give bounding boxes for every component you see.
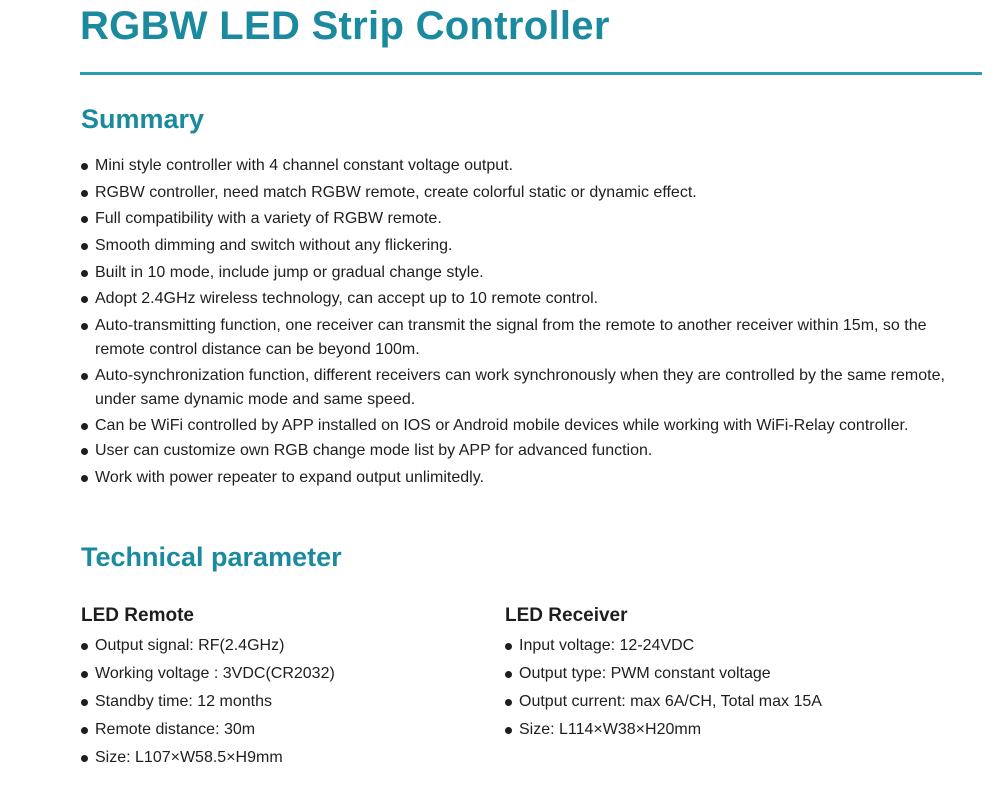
- summary-item: Mini style controller with 4 channel constant voltage output.: [80, 154, 980, 178]
- spec-item: Size: L107×W58.5×H9mm: [80, 746, 335, 770]
- summary-item: Smooth dimming and switch without any flickering.: [80, 234, 980, 258]
- summary-item: Work with power repeater to expand output unlimitedly.: [80, 466, 980, 490]
- spec-item: Remote distance: 30m: [80, 718, 335, 742]
- summary-list: [80, 154, 980, 493]
- summary-heading: Summary: [81, 104, 205, 134]
- spec-item: Output signal: RF(2.4GHz): [80, 634, 335, 658]
- led-receiver-column: [504, 604, 822, 746]
- spec-item: Input voltage: 12-24VDC: [504, 634, 822, 658]
- summary-item: Auto-synchronization function, different receivers can work synchronously when they are controlled by the same remote, under same dynamic mode and same speed.: [80, 364, 980, 412]
- spec-item: Working voltage : 3VDC(CR2032): [80, 662, 335, 686]
- led-remote-list: [80, 634, 335, 770]
- led-remote-heading: LED Remote: [81, 605, 194, 626]
- spec-item: Output type: PWM constant voltage: [504, 662, 822, 686]
- led-remote-column: [80, 604, 335, 774]
- summary-item: Adopt 2.4GHz wireless technology, can accept up to 10 remote control.: [80, 287, 980, 311]
- summary-item: Auto-transmitting function, one receiver can transmit the signal from the remote to another receiver within 15m, so the remote control distance can be beyond 100m.: [80, 314, 980, 362]
- summary-item: Can be WiFi controlled by APP installed on IOS or Android mobile devices while working with WiFi-Relay controller.: [80, 414, 980, 438]
- led-receiver-heading: LED Receiver: [505, 605, 628, 626]
- summary-item: User can customize own RGB change mode list by APP for advanced function.: [80, 439, 980, 463]
- summary-item: Full compatibility with a variety of RGBW remote.: [80, 207, 980, 231]
- summary-item: RGBW controller, need match RGBW remote, create colorful static or dynamic effect.: [80, 181, 980, 205]
- spec-item: Standby time: 12 months: [80, 690, 335, 714]
- led-receiver-list: [504, 634, 822, 742]
- page-title: RGBW LED Strip Controller: [80, 4, 610, 48]
- technical-heading: Technical parameter: [81, 542, 342, 572]
- spec-item: Output current: max 6A/CH, Total max 15A: [504, 690, 822, 714]
- summary-item: Built in 10 mode, include jump or gradual change style.: [80, 261, 980, 285]
- spec-item: Size: L114×W38×H20mm: [504, 718, 822, 742]
- title-divider: [80, 72, 982, 75]
